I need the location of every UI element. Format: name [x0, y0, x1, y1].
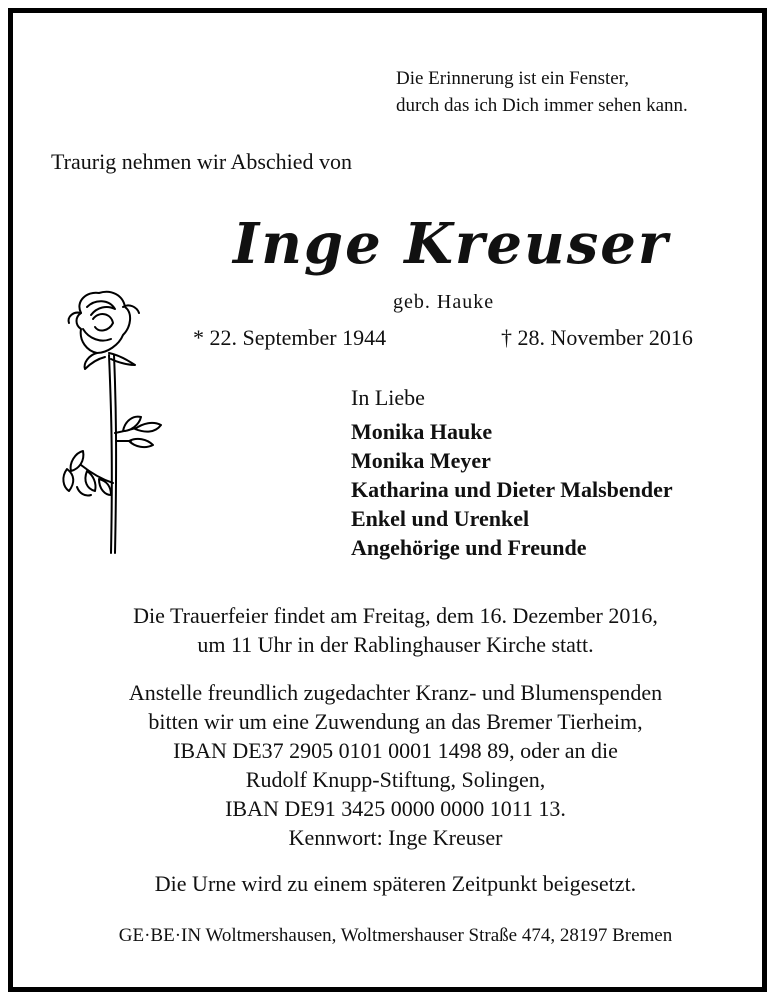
birth-name: geb. Hauke — [393, 291, 495, 313]
rose-icon — [53, 283, 163, 558]
death-date: † 28. November 2016 — [501, 325, 693, 350]
donation-line: Anstelle freundlich zugedachter Kranz- und Blumenspenden — [128, 680, 663, 705]
donation-line: IBAN DE91 3425 0000 0000 1011 13. — [225, 796, 566, 821]
mourner-name: Enkel und Urenkel — [351, 506, 530, 531]
donation-line: Kennwort: Inge Kreuser — [288, 825, 503, 850]
urn-info: Die Urne wird zu einem späteren Zeitpunkt beigesetzt. — [154, 871, 637, 896]
deceased-name: Inge Kreuser — [233, 211, 670, 277]
mourner-name: Angehörige und Freunde — [351, 535, 587, 560]
mourner-name: Katharina und Dieter Malsbender — [351, 477, 673, 502]
donation-line: IBAN DE37 2905 0101 0001 1498 89, oder an die — [173, 738, 618, 763]
birth-date: * 22. September 1944 — [193, 325, 387, 350]
obituary-notice — [8, 8, 767, 992]
mourner-name: Monika Hauke — [351, 419, 493, 444]
in-love-label: In Liebe — [351, 385, 425, 410]
ceremony-line: um 11 Uhr in der Rablinghauser Kirche statt. — [197, 632, 594, 657]
funeral-home-address: GE·BE·IN Woltmershausen, Woltmershauser Straße 474, 28197 Bremen — [118, 925, 673, 946]
intro-text: Traurig nehmen wir Abschied von — [51, 149, 353, 174]
donation-line: Rudolf Knupp-Stiftung, Solingen, — [245, 767, 546, 792]
mourner-name: Monika Meyer — [351, 448, 491, 473]
quote-line: durch das ich Dich immer sehen kann. — [396, 95, 688, 116]
ceremony-info — [13, 601, 775, 659]
mourners-list — [351, 417, 673, 562]
donation-info — [13, 678, 775, 852]
ceremony-line: Die Trauerfeier findet am Freitag, dem 16. Dezember 2016, — [133, 603, 658, 628]
donation-line: bitten wir um eine Zuwendung an das Bremer Tierheim, — [148, 709, 643, 734]
memorial-quote — [396, 65, 688, 119]
quote-line: Die Erinnerung ist ein Fenster, — [396, 68, 629, 89]
